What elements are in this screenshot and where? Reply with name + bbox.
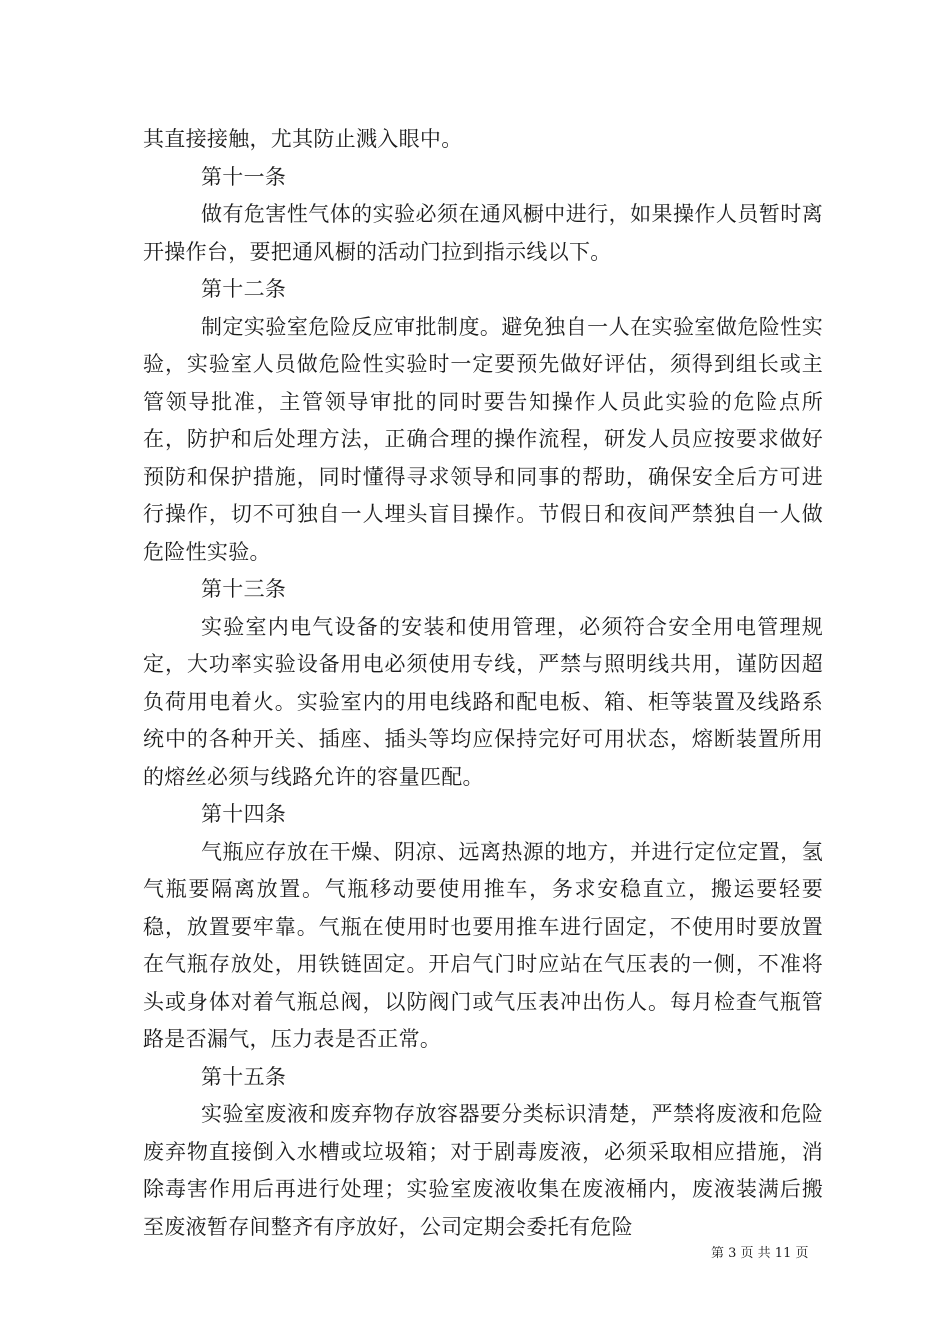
article-heading-11: 第十一条 xyxy=(201,164,287,189)
article-12-body: 制定实验室危险反应审批制度。避免独自一人在实验室做危险性实验，实验室人员做危险性实验时一定要预先做好评估，须得到组长或主管领导批准，主管领导审批的同时要告知操作人员此实验的危险点所在，防护和后处理方法，正确合理的操作流程，研发人员应按要求做好预防和保护措施，同时懂得寻求领导和同事的帮助，确保安全后方可进行操作，切不可独自一人埋头盲目操作。节假日和夜间严禁独自一人做危险性实验。 xyxy=(143,314,823,564)
article-heading-13: 第十三条 xyxy=(201,577,287,601)
article-11-body: 做有危害性气体的实验必须在通风橱中进行，如果操作人员暂时离开操作台，要把通风橱的活动门拉到指示线以下。 xyxy=(143,202,823,264)
article-heading-15: 第十五条 xyxy=(201,1064,287,1089)
article-14-body: 气瓶应存放在干燥、阴凉、远离热源的地方，并进行定位定置，氢气瓶要隔离放置。气瓶移动要使用推车，务求安稳直立，搬运要轻要稳，放置要牢靠。气瓶在使用时也要用推车进行固定，不使用时要放置在气瓶存放处，用铁链固定。开启气门时应站在气压表的一侧，不准将头或身体对着气瓶总阀，以防阀门或气压表冲出伤人。每月检查气瓶管路是否漏气，压力表是否正常。 xyxy=(143,839,823,1051)
article-13-body: 实验室内电气设备的安装和使用管理，必须符合安全用电管理规定，大功率实验设备用电必须使用专线，严禁与照明线共用，谨防因超负荷用电着火。实验室内的用电线路和配电板、箱、柜等装置及线路系统中的各种开关、插座、插头等均应保持完好可用状态，熔断装置所用的熔丝必须与线路允许的容量匹配。 xyxy=(143,614,823,789)
article-15-body: 实验室废液和废弃物存放容器要分类标识清楚，严禁将废液和危险废弃物直接倒入水槽或垃圾箱；对于剧毒废液，必须采取相应措施，消除毒害作用后再进行处理；实验室废液收集在废液桶内，废液装满后搬至废液暂存间整齐有序放好，公司定期会委托有危险 xyxy=(143,1102,823,1239)
document-body xyxy=(143,121,823,1246)
article-heading-12: 第十二条 xyxy=(201,277,287,301)
page-number-footer: 第 3 页 共 11 页 xyxy=(711,1246,809,1261)
article-heading-14: 第十四条 xyxy=(201,802,287,826)
paragraph-continued: 其直接接触，尤其防止溅入眼中。 xyxy=(143,127,463,151)
